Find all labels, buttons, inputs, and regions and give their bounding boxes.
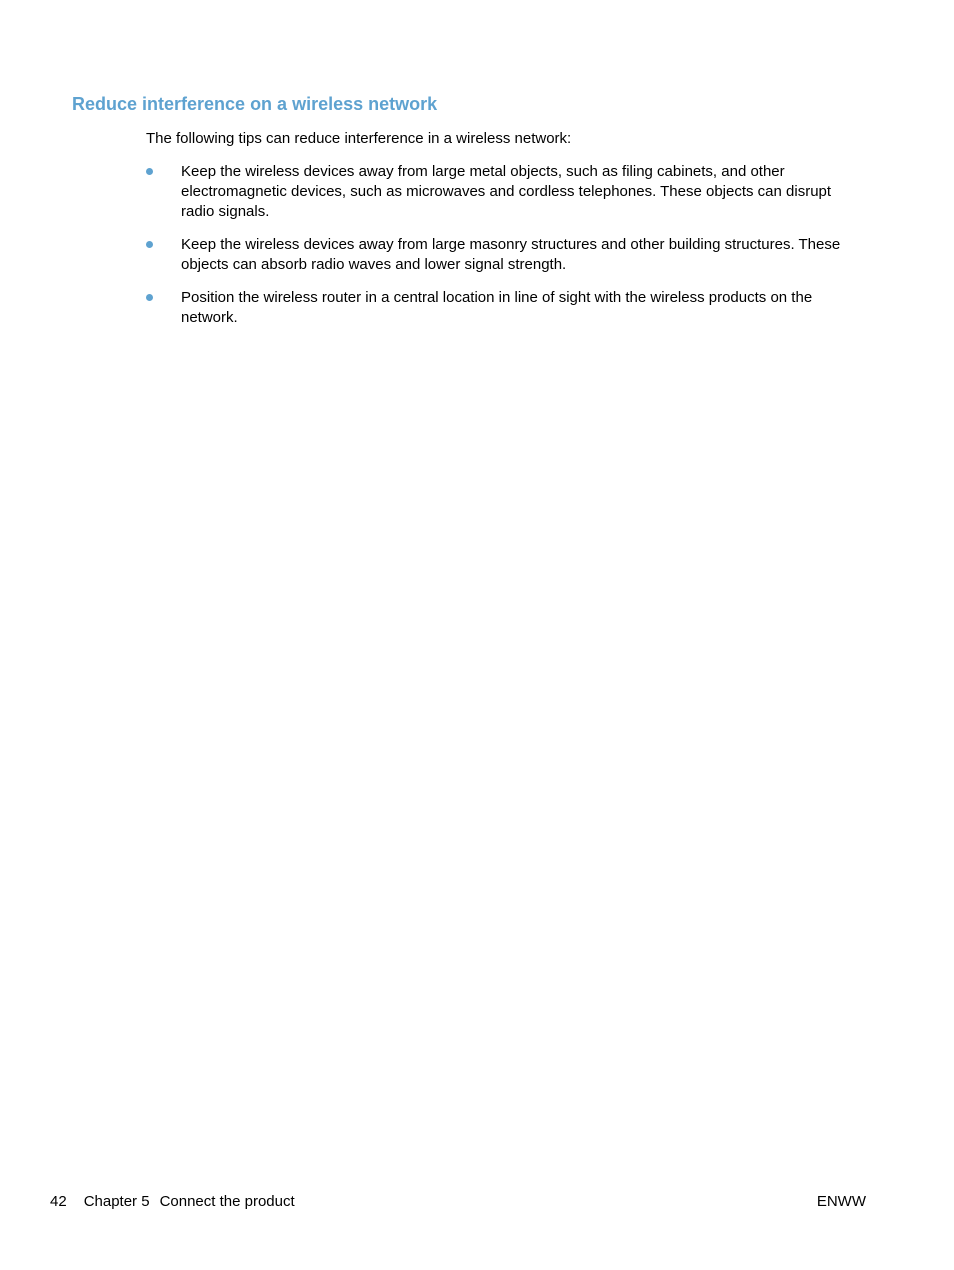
tip-text: Keep the wireless devices away from large masonry structures and other building structures. These objects can absorb radio waves and lower signal strength.	[181, 236, 841, 273]
page-number: 42	[50, 1193, 67, 1210]
tip-text: Keep the wireless devices away from large metal objects, such as filing cabinets, and other electromagnetic devices, such as microwaves and cordless telephones. These objects can disrupt radio signals.	[181, 163, 832, 220]
chapter-title: Connect the product	[159, 1193, 295, 1210]
chapter-label: Chapter 5	[83, 1193, 150, 1210]
tips-list	[146, 162, 866, 341]
footer-locale: ENWW	[816, 1193, 866, 1210]
section-title: Reduce interference on a wireless network	[72, 94, 438, 114]
bullet-icon	[146, 168, 153, 175]
bullet-icon	[146, 294, 153, 301]
list-item	[146, 288, 866, 328]
tip-text: Position the wireless router in a central location in line of sight with the wireless products on the network.	[181, 289, 813, 326]
list-item	[146, 235, 866, 275]
list-item	[146, 162, 866, 222]
page-footer	[50, 1192, 295, 1212]
bullet-icon	[146, 241, 153, 248]
intro-paragraph: The following tips can reduce interference in a wireless network:	[146, 130, 572, 147]
